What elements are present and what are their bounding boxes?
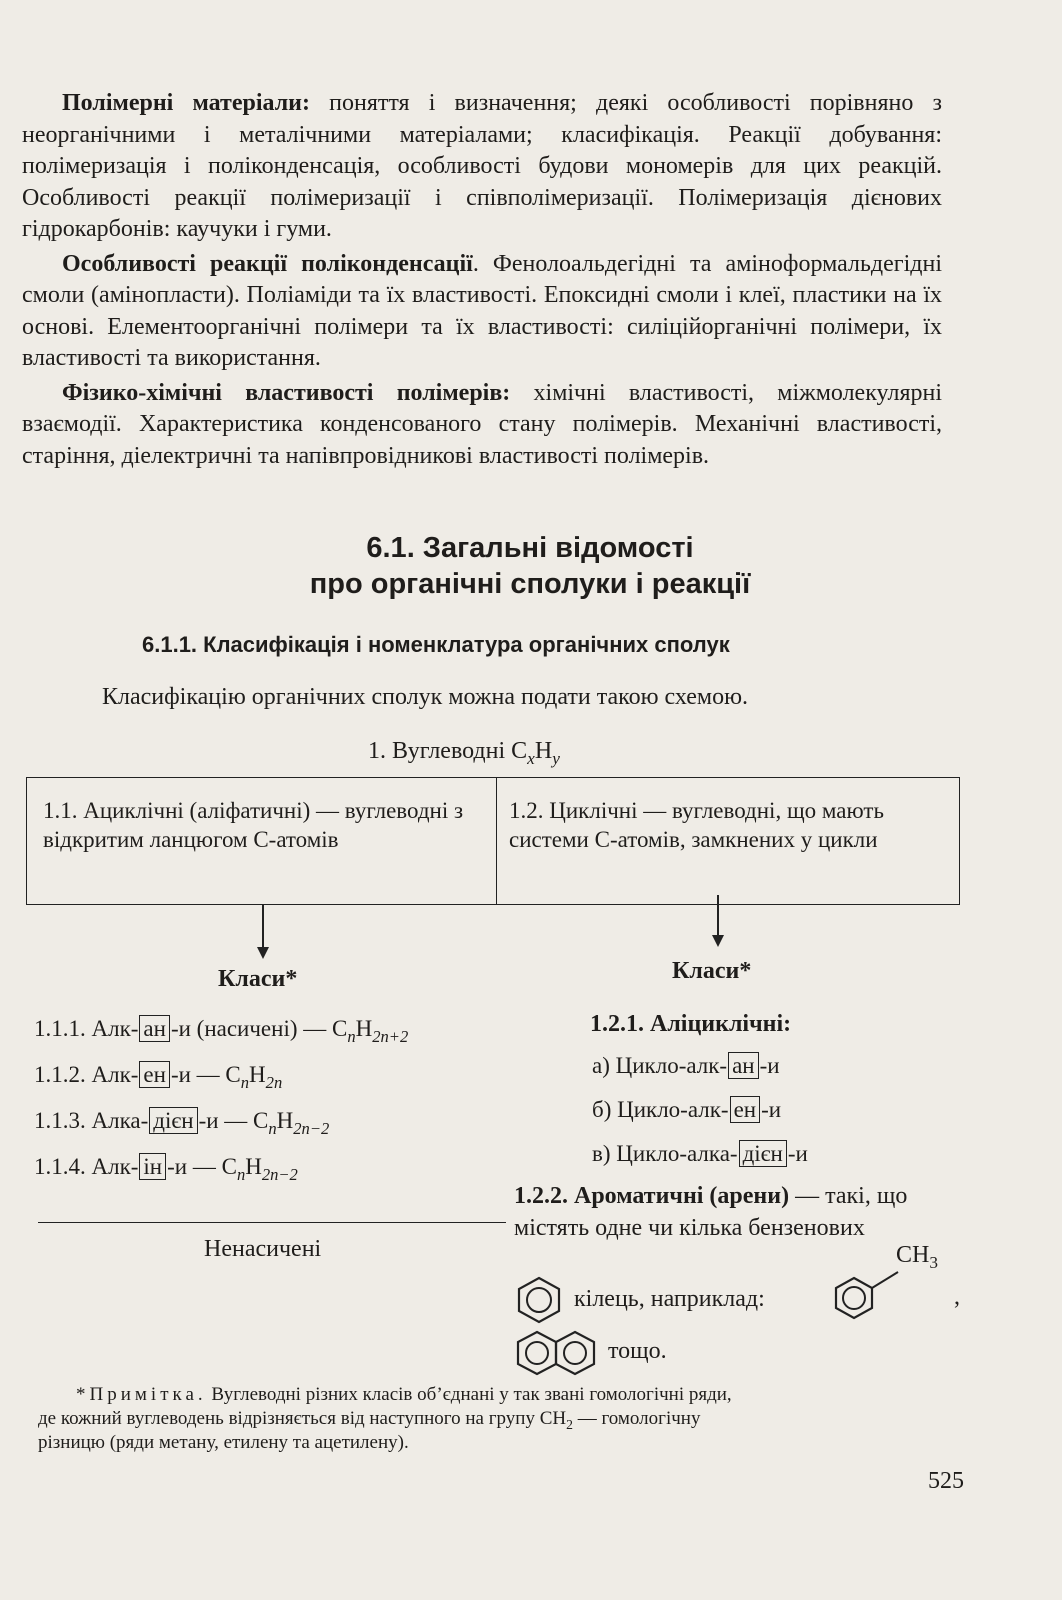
unsaturated-brace [38, 1222, 506, 1223]
alicyclic-row-2-root: ен [730, 1096, 761, 1123]
intro-head-3: Фізико-хімічні властивості полімерів: [62, 379, 511, 406]
acyclic-row-1-tail: -и (насичені) — C [170, 1016, 348, 1041]
footnote-line-2 [38, 1407, 968, 1431]
alicyclic-row-1 [592, 1053, 780, 1079]
aromatic-line-2: містять одне чи кілька бензенових [514, 1215, 865, 1241]
alicyclic-row-3-root: дієн [739, 1140, 787, 1167]
intro-text [22, 88, 942, 472]
acyclic-row-1 [34, 1016, 409, 1046]
section-title-line-2: про органічні сполуки і реакції [309, 568, 751, 600]
acyclic-row-1-sub: 2n+2 [372, 1026, 409, 1046]
alicyclic-row-1-root: ан [728, 1052, 759, 1079]
unsaturated-label: Ненасичені [204, 1236, 322, 1262]
intro-paragraph-2 [22, 249, 942, 375]
alicyclic-title: 1.2.1. Аліциклічні: [590, 1011, 792, 1037]
acyclic-row-4-h: H [245, 1154, 262, 1179]
intro-head-1: Полімерні матеріали: [62, 90, 310, 116]
toluene-icon [830, 1262, 906, 1324]
arrow-acyclic [262, 905, 264, 957]
acyclic-row-3-n: n [268, 1118, 277, 1138]
footnote-sub: 2 [566, 1416, 573, 1432]
arrow-cyclic [717, 895, 719, 945]
aromatic-comma: , [954, 1284, 960, 1310]
naphthalene-icon [516, 1330, 600, 1376]
subsection-title: 6.1.1. Класифікація і номенклатура органічних сполук [142, 632, 730, 657]
acyclic-row-1-num: 1.1.1. Алк- [34, 1016, 139, 1041]
alicyclic-row-3-prefix: в) Цикло-алка- [592, 1141, 738, 1166]
benzene-ring-icon [516, 1276, 562, 1324]
aromatic-head: 1.2.2. Ароматичні (арени) [514, 1183, 790, 1209]
acyclic-row-3 [34, 1108, 330, 1138]
acyclic-row-4-tail: -и — C [167, 1154, 237, 1179]
acyclic-box: 1.1. Ациклічні (аліфатичні) — вуглеводні з відкритим ланцюгом С-атомів [27, 778, 497, 904]
acyclic-row-2-sub: 2n [265, 1072, 283, 1092]
methyl-sub: 3 [929, 1253, 938, 1273]
section-title [180, 530, 880, 602]
lead-sentence: Класифікацію органічних сполук можна подати такою схемою. [102, 684, 749, 710]
footnote-line-3: різницю (ряди метану, етилену та ацетилену). [38, 1432, 409, 1453]
classes-right-label: Класи* [672, 958, 752, 984]
acyclic-row-4-root: ін [139, 1153, 166, 1180]
aromatic-body-1: — такі, що [789, 1183, 908, 1209]
acyclic-row-4-n: n [236, 1164, 246, 1184]
acyclic-row-3-num: 1.1.3. Алка- [34, 1108, 149, 1133]
scheme-root [368, 738, 560, 769]
alicyclic-row-1-prefix: а) Цикло-алк- [592, 1053, 728, 1078]
footnote-line-1 [38, 1383, 968, 1407]
acyclic-row-3-sub: 2n−2 [293, 1118, 330, 1138]
footnote-text-2: де кожний вуглеводень відрізняється від наступного на групу CH [38, 1408, 567, 1429]
aromatic-line-1 [514, 1183, 907, 1210]
alicyclic-row-2-suffix: -и [761, 1097, 782, 1122]
footnote-text-2-tail: — гомологічну [572, 1408, 701, 1429]
intro-body-2: . Фенолоальдегідні та амінoформальдегідні смоли (амінопласти). Поліаміди та їх властивості. Епоксидні смоли і клеї, пластики на їх основі. Елементоорганічні полімери та їх властивості: силіційорганічні полімери, їх властивості та використання. [22, 250, 942, 371]
alicyclic-row-2 [592, 1097, 781, 1123]
acyclic-row-2 [34, 1062, 283, 1092]
alicyclic-row-3 [592, 1141, 808, 1167]
scheme-root-y: y [552, 749, 560, 769]
classes-left-label: Класи* [218, 966, 298, 992]
acyclic-row-2-root: ен [139, 1061, 170, 1088]
footnote [38, 1383, 968, 1455]
cyclic-box: 1.2. Циклічні — вуглеводні, що мають системи С-атомів, замкнених у цикли [509, 798, 884, 852]
intro-body-1: поняття і визначення; деякі особливості порівняно з неорганічними і металічними матеріалами; класифікація. Реакції добування: полімеризація і поліконденсація, особливості будови мономерів для цих реакцій. Особливості реакції полімеризації і співполімеризації. Полімеризація дієнових гідрокарбонів: каучуки і гуми. [22, 90, 942, 242]
alicyclic-row-3-suffix: -и [787, 1141, 808, 1166]
aromatic-toshcho: тощо. [608, 1338, 667, 1364]
alicyclic-row-1-suffix: -и [759, 1053, 780, 1078]
scheme-root-prefix: 1. Вуглеводні [368, 738, 512, 764]
acyclic-row-1-h: H [355, 1016, 373, 1041]
footnote-marker: *Примітка. [76, 1384, 207, 1405]
page-number: 525 [928, 1468, 964, 1494]
acyclic-row-2-h: H [249, 1062, 266, 1087]
intro-head-2: Особливості реакції поліконденсації [62, 250, 473, 277]
classification-box [26, 777, 960, 905]
acyclic-row-4-num: 1.1.4. Алк- [34, 1154, 139, 1179]
acyclic-row-1-n: n [347, 1026, 356, 1046]
acyclic-row-1-root: ан [139, 1015, 170, 1042]
footnote-text-1: Вуглеводні різних класів об’єднані у так звані гомологічні ряди, [206, 1384, 732, 1405]
acyclic-row-3-tail: -и — C [198, 1108, 269, 1133]
intro-paragraph-3 [22, 378, 942, 473]
acyclic-row-2-n: n [240, 1072, 250, 1092]
acyclic-row-4-sub: 2n−2 [261, 1164, 298, 1184]
acyclic-row-3-root: дієн [149, 1107, 197, 1134]
methyl-ch: CH [896, 1242, 930, 1268]
intro-paragraph-1 [22, 88, 942, 246]
alicyclic-row-2-prefix: б) Цикло-алк- [592, 1097, 729, 1122]
scheme-root-c: C [511, 738, 528, 764]
aromatic-kilets: кілець, наприклад: [574, 1286, 765, 1312]
acyclic-row-2-num: 1.1.2. Алк- [34, 1062, 139, 1087]
intro-body-3: хімічні властивості, міжмолекулярні взаємодії. Характеристика конденсованого стану полімерів. Механічні властивості, старіння, діелектричні та напівпровідникові властивості полімерів. [22, 379, 942, 469]
acyclic-row-4 [34, 1154, 298, 1184]
scheme-root-h: H [534, 738, 553, 764]
acyclic-row-2-tail: -и — C [170, 1062, 241, 1087]
scheme-root-x: x [527, 749, 535, 769]
acyclic-row-3-h: H [276, 1108, 294, 1133]
section-title-line-1: 6.1. Загальні відомості [366, 532, 694, 564]
